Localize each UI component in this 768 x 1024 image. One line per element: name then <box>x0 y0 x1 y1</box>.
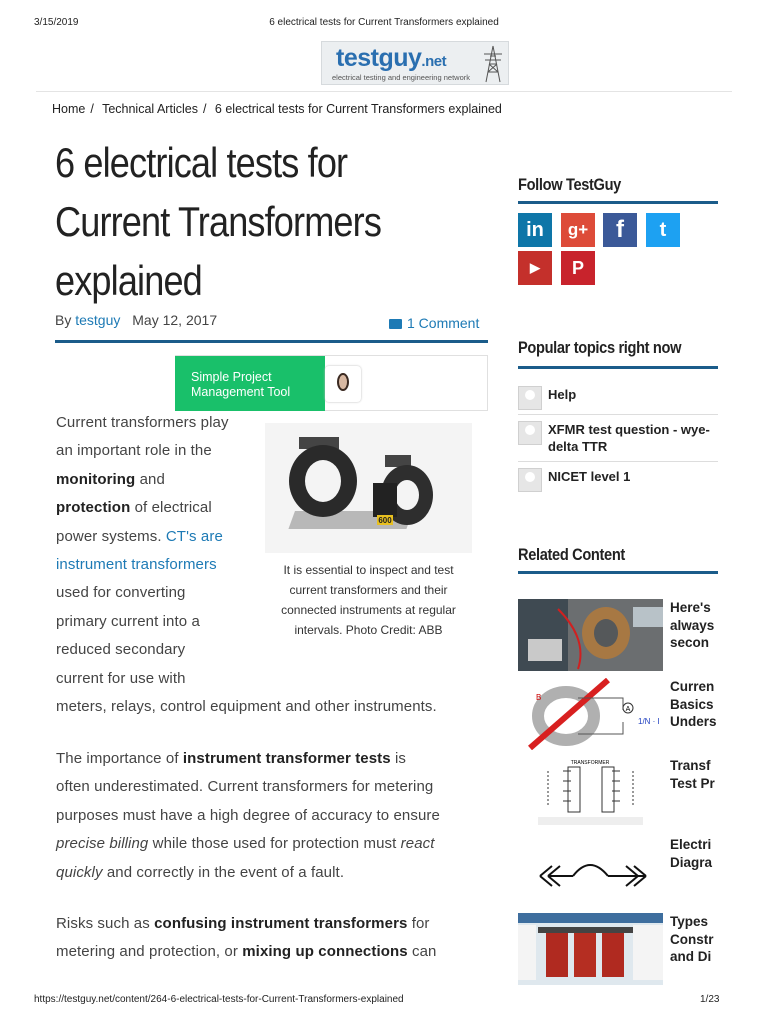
text-line: purposes must have a high degree of accuracy to ensure <box>56 806 440 824</box>
title-divider <box>55 340 488 343</box>
text-line: current for use with <box>56 669 186 687</box>
ct-label-600: 600 <box>378 516 392 525</box>
title-line: explained <box>55 257 202 304</box>
breadcrumb-separator: / <box>90 102 94 116</box>
pinterest-icon[interactable]: P <box>561 251 595 285</box>
title-line: Test Pr <box>670 775 715 791</box>
title-line: secon <box>670 635 710 650</box>
popular-topic-label: NICET level 1 <box>548 469 631 484</box>
byline <box>55 312 217 328</box>
title-line: and Di <box>670 949 712 964</box>
text-span: and <box>135 470 165 488</box>
text-span: of electrical <box>130 499 212 517</box>
related-item-title <box>670 599 718 652</box>
text-line: meters, relays, control equipment and other instruments. <box>56 698 437 716</box>
flux-label: B <box>536 693 542 702</box>
comments-link[interactable] <box>389 315 479 331</box>
breadcrumb-separator: / <box>202 102 207 116</box>
twitter-icon[interactable]: t <box>646 213 680 247</box>
avatar-face <box>337 373 349 391</box>
formula-label: 1/N · I <box>638 717 660 726</box>
list-divider <box>518 461 718 462</box>
related-item[interactable] <box>518 757 718 829</box>
text-span: power systems. <box>56 527 166 545</box>
text-line <box>56 494 496 522</box>
print-date: 3/15/2019 <box>34 17 79 28</box>
bold-protection: protection <box>56 499 131 517</box>
breadcrumb-home[interactable]: Home <box>52 102 86 116</box>
text-span: The importance of <box>56 750 183 767</box>
text-span: metering and protection, or <box>56 943 243 961</box>
italic-react: react <box>400 835 435 853</box>
text-line <box>56 466 496 494</box>
text-line <box>56 830 496 858</box>
user-avatar-icon <box>518 386 542 410</box>
title-line: Constr <box>670 931 714 947</box>
popular-heading: Popular topics right now <box>518 338 682 357</box>
italic-quickly: quickly <box>56 863 103 881</box>
author-link[interactable]: testguy <box>75 312 121 328</box>
user-avatar-icon <box>518 421 542 445</box>
power-tower-icon <box>482 45 504 83</box>
text-span: Risks such as <box>56 915 155 932</box>
logo-name: testguy <box>336 44 422 72</box>
related-item[interactable] <box>518 599 718 671</box>
text-line <box>56 938 496 966</box>
logo-tld: .net <box>421 53 447 70</box>
facebook-icon[interactable]: f <box>603 213 637 247</box>
bold-monitoring: monitoring <box>56 470 136 488</box>
paragraph-2 <box>56 745 496 887</box>
breadcrumb-current: 6 electrical tests for Current Transformers explained <box>214 102 502 116</box>
related-thumbnail <box>518 678 663 750</box>
youtube-icon[interactable]: ▶ <box>518 251 552 285</box>
publish-date: May 12, 2017 <box>132 312 218 328</box>
related-item[interactable] <box>518 836 718 908</box>
ad-green-panel <box>175 356 325 411</box>
text-line: often underestimated. Current transformers for metering <box>56 778 434 796</box>
popular-topic-label: XFMR test question - wye-delta TTR <box>548 422 710 454</box>
breadcrumb-technical-articles[interactable]: Technical Articles <box>102 102 198 116</box>
related-heading: Related Content <box>518 545 625 564</box>
text-line <box>56 551 496 579</box>
related-thumbnail <box>518 599 663 671</box>
related-item-title <box>670 913 718 966</box>
title-line: Basics <box>670 696 714 712</box>
text-line: reduced secondary <box>56 641 186 659</box>
title-line: Electri <box>670 837 712 852</box>
print-title: 6 electrical tests for Current Transformers explained <box>269 17 499 28</box>
logo-wordmark <box>336 44 446 73</box>
related-item-title <box>670 836 718 871</box>
title-line: Curren <box>670 679 715 694</box>
article-title <box>55 133 433 310</box>
advertisement-banner[interactable] <box>175 355 488 411</box>
google-plus-icon[interactable]: g+ <box>561 213 595 247</box>
text-line <box>56 523 496 551</box>
ad-line: Simple Project <box>191 370 272 384</box>
text-line: used for converting <box>56 584 186 602</box>
title-line: 6 electrical tests for <box>55 139 348 186</box>
instrument-transformers-link[interactable]: CT's are <box>165 527 223 545</box>
comments-count: 1 Comment <box>407 315 480 331</box>
related-item[interactable] <box>518 678 718 750</box>
text-line: primary current into a <box>56 612 200 630</box>
related-item-title <box>670 757 718 792</box>
related-thumbnail <box>518 836 663 908</box>
instrument-transformers-link[interactable]: instrument transformers <box>56 556 217 574</box>
site-logo[interactable] <box>321 41 509 85</box>
logo-tagline: electrical testing and engineering network <box>332 73 470 82</box>
photo-caption: It is essential to inspect and test current transformers and their connected instruments at regular intervals. Photo Credit: ABB <box>281 563 456 637</box>
text-span: is <box>390 750 407 767</box>
title-line: Transf <box>670 758 711 773</box>
italic-precise-billing: precise billing <box>56 835 149 853</box>
text-line <box>56 745 496 773</box>
follow-divider <box>518 201 718 204</box>
text-line: Current transformers play <box>56 414 229 431</box>
related-item-title <box>670 678 718 731</box>
text-line <box>56 859 496 887</box>
ad-avatar <box>325 366 361 402</box>
related-divider <box>518 571 718 574</box>
bold-confusing-instrument-transformers: confusing instrument transformers <box>154 915 408 932</box>
user-avatar-icon <box>518 468 542 492</box>
popular-divider <box>518 366 718 369</box>
ammeter-label: A <box>625 706 631 713</box>
title-line: always <box>670 617 715 633</box>
text-span: can <box>407 943 437 961</box>
related-thumbnail <box>518 913 663 985</box>
breadcrumb <box>52 102 502 116</box>
print-page-number: 1/23 <box>700 994 720 1005</box>
ad-line: Management Tool <box>191 385 291 399</box>
paragraph-1 <box>56 409 496 721</box>
header-divider <box>36 91 732 92</box>
title-line: Unders <box>670 714 717 729</box>
transformer-diagram-label: TRANSFORMER <box>570 760 610 766</box>
related-item[interactable] <box>518 913 718 985</box>
ad-text <box>191 370 290 400</box>
comment-icon <box>389 319 402 329</box>
text-span: and correctly in the event of a fault. <box>102 863 345 881</box>
text-span: while those used for protection must <box>148 835 401 853</box>
title-line: Diagra <box>670 854 713 870</box>
popular-topic-label: Help <box>548 387 577 402</box>
bold-instrument-transformer-tests: instrument transformer tests <box>182 750 391 767</box>
print-url: https://testguy.net/content/264-6-electrical-tests-for-Current-Transformers-explained <box>34 994 404 1005</box>
title-line: Current Transformers <box>55 198 382 245</box>
bold-mixing-up-connections: mixing up connections <box>242 943 408 961</box>
paragraph-3 <box>56 910 496 967</box>
list-divider <box>518 414 718 415</box>
related-thumbnail <box>518 757 663 829</box>
follow-heading: Follow TestGuy <box>518 175 621 194</box>
text-line: an important role in the <box>56 442 212 460</box>
text-line <box>56 910 496 938</box>
linkedin-icon[interactable]: in <box>518 213 552 247</box>
text-span: for <box>407 915 430 932</box>
title-line: Types <box>670 914 709 929</box>
by-label: By <box>55 312 72 328</box>
title-line: Here's <box>670 600 711 615</box>
